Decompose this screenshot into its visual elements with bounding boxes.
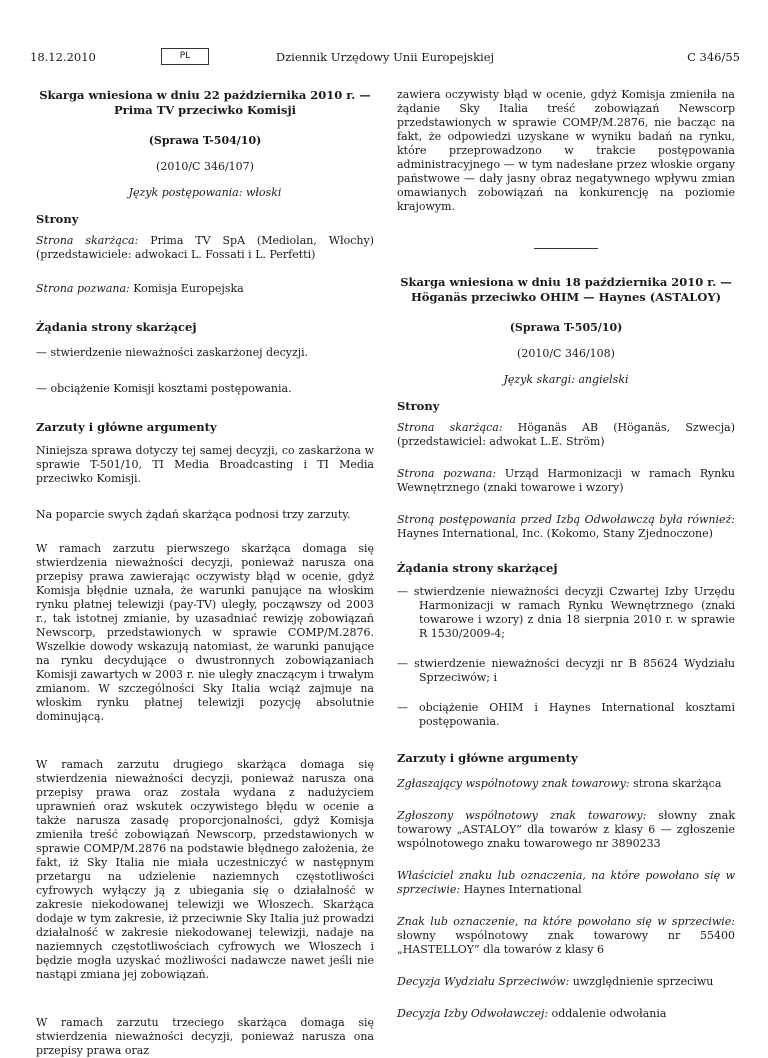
publication-date: 18.12.2010 — [30, 50, 96, 64]
case2-field-2-text: słowny znak towarowy „ASTALOY” dla towarów z klasy 6 — zgłoszenie wspólnotowego znaku towarowego nr 3890233 — [397, 809, 735, 850]
case2-applicant-text: Höganäs AB (Höganäs, Szwecja) (przedstawiciel: adwokat L.E. Ström) — [397, 421, 735, 448]
case2-defendant — [397, 467, 735, 495]
case2-field-opposing-mark — [397, 915, 735, 957]
case2-applicant-label: Strona skarżąca: — [397, 421, 503, 434]
case2-defendant-text: Urząd Harmonizacji w ramach Rynku Wewnętrznego (znaki towarowe i wzory) — [397, 467, 735, 494]
case2-field-4-label: Znak lub oznaczenie, na które powołano się w sprzeciwie: — [397, 915, 735, 928]
case2-field-5-label: Decyzja Wydziału Sprzeciwów: — [397, 975, 570, 988]
case1-paragraph-3: W ramach zarzutu pierwszego skarżąca domaga się stwierdzenia nieważności decyzji, ponieważ narusza ona przepisy prawa zawierając oczywisty błąd w ocenie, gdyż Komisja błędnie uznała, że warunki panujące na włoskim rynku płatnej telewizji (pay-TV) uległy, począwszy od 2003 r., tak istotnej zmianie, by uzasadniać rewizję zobowiązań Newscorp, przedstawionych w sprawie COMP/M.2876. Wszelkie dowody wskazują natomiast, że warunki panujące na rynku decydujące o dwustronnych zobowiązaniach Komisji zawartych w 2003 r. nie uległy znaczącym i trwałym zmianom. W szczególności Sky Italia wciąż zajmuje na włoskim rynku płatnej telewizji pozycję absolutnie dominującą. — [36, 542, 374, 723]
case2-field-3-text: Haynes International — [460, 883, 582, 896]
case2-other-label: Stroną postępowania przed Izbą Odwoławczą była również: — [397, 513, 735, 526]
case1-claims-heading: Żądania strony skarżącej — [36, 320, 197, 334]
language-badge: PL — [161, 48, 209, 65]
case2-field-mark — [397, 809, 735, 851]
case2-claims-heading: Żądania strony skarżącej — [397, 561, 558, 575]
case1-claim-1: — stwierdzenie nieważności zaskarżonej decyzji. — [36, 346, 309, 359]
case2-field-4-text: słowny wspólnotowy znak towarowy nr 55400 „HASTELLOY” dla towarów z klasy 6 — [397, 929, 735, 956]
case1-reference: (2010/C 346/107) — [156, 160, 254, 173]
page-number: C 346/55 — [687, 50, 740, 64]
case1-applicant-text: Prima TV SpA (Mediolan, Włochy) (przedstawiciele: adwokaci L. Fossati i L. Perfetti) — [36, 234, 374, 261]
case2-field-6-text: oddalenie odwołania — [548, 1007, 667, 1020]
case2-defendant-label: Strona pozwana: — [397, 467, 497, 480]
case2-field-3-label: Właściciel znaku lub oznaczenia, na które powołano się w sprzeciwie: — [397, 869, 735, 896]
case1-case-number: (Sprawa T-504/10) — [148, 134, 262, 147]
case2-field-opposition-decision — [397, 975, 735, 989]
case2-language: Język skargi: angielski — [503, 373, 629, 386]
case2-claim-3: — obciążenie OHIM i Haynes International kosztami postępowania. — [397, 701, 735, 728]
case1-applicant — [36, 234, 374, 262]
case2-field-appeal-decision — [397, 1007, 735, 1021]
page-header — [30, 48, 740, 70]
case2-pleas-heading: Zarzuty i główne argumenty — [397, 751, 578, 765]
case1-paragraph-4: W ramach zarzutu drugiego skarżąca domaga się stwierdzenia nieważności decyzji, ponieważ narusza ona przepisy prawa oraz została wydana z nadużyciem uprawnień oraz wskutek oczywistego błędu w ocenie a także narusza zasadę proporcjonalności, gdyż Komisja zmieniła treść zobowiązań Newscorp, przedstawionych w sprawie COMP/M.2876 na podstawie błędnego założenia, że fakt, iż Sky Italia nie miała uczestniczyć w następnym przetargu na udzielenie naziemnych częstotliwości cyfrowych wyłączy ją z ubiegania się o działalność w zakresie niekodowanej telewizji we Włoszech. Skarżąca dodaje w tym zakresie, iż przeciwnie Sky Italia już prowadzi działalność w zakresie niekodowanej telewizji, nadaje na naziemnych częstotliwościach cyfrowych we Włoszech i będzie mogła uzyskać możliwości nadawcze nawet jeśli nie nastąpi zmiana jej zobowiązań. — [36, 758, 374, 981]
case1-paragraph-2: Na poparcie swych żądań skarżąca podnosi trzy zarzuty. — [36, 508, 351, 521]
case2-field-2-label: Zgłoszony wspólnotowy znak towarowy: — [397, 809, 647, 822]
case1-defendant — [36, 282, 374, 296]
case2-field-proprietor — [397, 869, 735, 897]
case2-other-text: Haynes International, Inc. (Kokomo, Stany Zjednoczone) — [397, 527, 713, 540]
case1-defendant-text: Komisja Europejska — [129, 282, 244, 295]
case2-other-party — [397, 513, 735, 541]
case1-pleas-heading: Zarzuty i główne argumenty — [36, 420, 217, 434]
case2-applicant — [397, 421, 735, 449]
right-column — [397, 88, 735, 1021]
case1-claim-2: — obciążenie Komisji kosztami postępowania. — [36, 382, 292, 395]
case1-applicant-label: Strona skarżąca: — [36, 234, 139, 247]
case1-paragraph-5: W ramach zarzutu trzeciego skarżąca domaga się stwierdzenia nieważności decyzji, ponieważ narusza ona przepisy prawa oraz — [36, 1016, 374, 1057]
case1-paragraph-6: zawiera oczywisty błąd w ocenie, gdyż Komisja zmieniła na żądanie Sky Italia treść zobowiązań Newscorp przedstawionych w sprawie COMP/M.2876, nie bacząc na fakt, że odpowiedzi uzyskane w wyniku badań na rynku, które przeprowadzono w trakcie postępowania administracyjnego — w tym nadesłane przez włoskie organy państwowe — dały jasny obraz negatywnego wpływu zmian omawianych zobowiązań na konkurencję na poziomie krajowym. — [397, 88, 735, 213]
case2-field-1-label: Zgłaszający wspólnotowy znak towarowy: — [397, 777, 630, 790]
case1-parties-heading: Strony — [36, 212, 79, 226]
case2-claim-1: — stwierdzenie nieważności decyzji Czwartej Izby Urzędu Harmonizacji w ramach Rynku Wewnętrznego (znaki towarowe i wzory) z dnia 18 sierpnia 2010 r. w sprawie R 1530/2009-4; — [397, 585, 735, 640]
case2-title: Skarga wniesiona w dniu 18 października 2010 r. — Höganäs przeciwko OHIM — Haynes (ASTALOY) — [400, 275, 732, 304]
case2-field-6-label: Decyzja Izby Odwoławczej: — [397, 1007, 549, 1020]
case2-parties-heading: Strony — [397, 399, 440, 413]
journal-title: Dziennik Urzędowy Unii Europejskiej — [275, 50, 495, 64]
case1-title: Skarga wniesiona w dniu 22 października 2010 r. — Prima TV przeciwko Komisji — [39, 88, 371, 117]
left-column — [36, 88, 374, 1058]
case1-language: Język postępowania: włoski — [128, 186, 282, 199]
case2-field-applicant — [397, 777, 735, 791]
case2-case-number: (Sprawa T-505/10) — [509, 321, 623, 334]
case2-field-1-text: strona skarżąca — [629, 777, 722, 790]
case2-reference: (2010/C 346/108) — [517, 347, 615, 360]
case1-defendant-label: Strona pozwana: — [36, 282, 130, 295]
case2-field-5-text: uwzględnienie sprzeciwu — [569, 975, 714, 988]
case2-claim-2: — stwierdzenie nieważności decyzji nr B 85624 Wydziału Sprzeciwów; i — [397, 657, 735, 684]
case1-paragraph-1: Niniejsza sprawa dotyczy tej samej decyzji, co zaskarżona w sprawie T-501/10, TI Media Broadcasting i TI Media przeciwko Komisji. — [36, 444, 374, 485]
